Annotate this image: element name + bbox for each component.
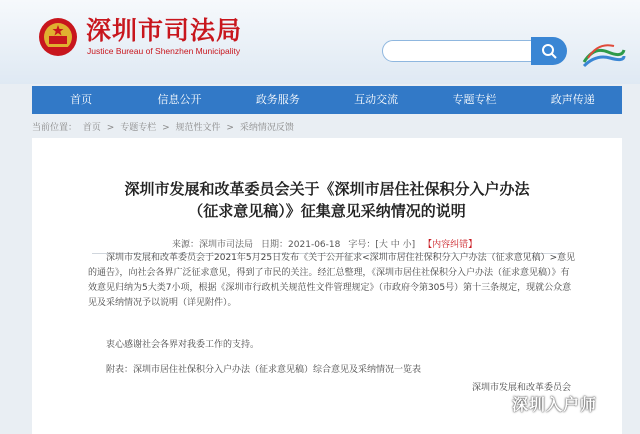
source-label: 来源： [172, 240, 200, 250]
search-button[interactable] [531, 37, 567, 65]
error-report-link[interactable]: 【内容纠错】 [423, 240, 478, 250]
nav-item-info-disclosure[interactable]: 信息公开 [157, 93, 202, 106]
watermark [480, 392, 597, 415]
main-nav [32, 86, 622, 114]
search-input[interactable] [382, 40, 532, 62]
city-logo-icon [580, 38, 628, 70]
article-title: 深圳市发展和改革委员会关于《深圳市居住社保积分入户办法（征求意见稿）》征集意见采纳情况的说明 [124, 180, 530, 220]
date-field [261, 237, 340, 250]
breadcrumb-separator: > [162, 123, 170, 133]
signature: 深圳市发展和改革委员会 [472, 383, 572, 393]
nav-item-home[interactable]: 首页 [70, 93, 93, 106]
font-size-label: 字号： [348, 240, 376, 250]
article-panel [32, 138, 622, 434]
site-header [0, 0, 640, 84]
source-value: 深圳市司法局 [199, 240, 254, 250]
breadcrumb-label: 当前位置： [32, 123, 78, 133]
font-size-options[interactable]: [大 中 小] [375, 240, 416, 250]
nav-item-gov-services[interactable]: 政务服务 [255, 93, 300, 106]
nav-item-government-voice[interactable]: 政声传递 [550, 93, 595, 106]
article-meta [172, 237, 512, 250]
source-field [172, 237, 253, 250]
attachment-link[interactable]: 附表：深圳市居住社保积分入户办法（征求意见稿）综合意见及采纳情况一览表 [106, 365, 422, 375]
site-subtitle: Justice Bureau of Shenzhen Municipality [87, 46, 241, 56]
article-paragraph: 衷心感谢社会各界对我委工作的支持。 [106, 340, 260, 350]
date-value: 2021-06-18 [288, 240, 341, 250]
nav-item-special-topics[interactable]: 专题专栏 [452, 93, 497, 106]
search-icon [541, 43, 557, 59]
article-paragraph: 深圳市发展和改革委员会于2021年5月25日发布《关于公开征求<深圳市居住社保积分入户办法（征求意见稿）>意见的通告》，向社会各界广泛征求意见，得到了市民的关注。经汇总整理，《深圳市居住社保积分入户办法（征求意见稿）》有效意见归纳为5大类7小项，根据《深圳市行政机关规范性文件管理规定》（市政府令第305号）第十三条规定，现就公众意见及采纳情况予以说明（详见附件）。 [88, 253, 576, 308]
breadcrumb-separator: > [226, 123, 234, 133]
breadcrumb-adoption-feedback[interactable]: 采纳情况反馈 [239, 123, 294, 133]
breadcrumb-home[interactable]: 首页 [82, 123, 101, 133]
breadcrumb-special-topics[interactable]: 专题专栏 [120, 123, 157, 133]
site-title[interactable]: 深圳市司法局 [86, 16, 243, 45]
wechat-icon [480, 394, 506, 414]
breadcrumb-separator: > [106, 123, 115, 133]
breadcrumb [32, 120, 622, 136]
breadcrumb-normative-docs[interactable]: 规范性文件 [175, 123, 221, 133]
date-label: 日期： [261, 240, 289, 250]
watermark-text: 深圳入户师 [512, 395, 598, 414]
font-size-field [348, 237, 415, 250]
national-emblem-icon [38, 16, 78, 58]
nav-item-interaction[interactable]: 互动交流 [354, 93, 399, 106]
